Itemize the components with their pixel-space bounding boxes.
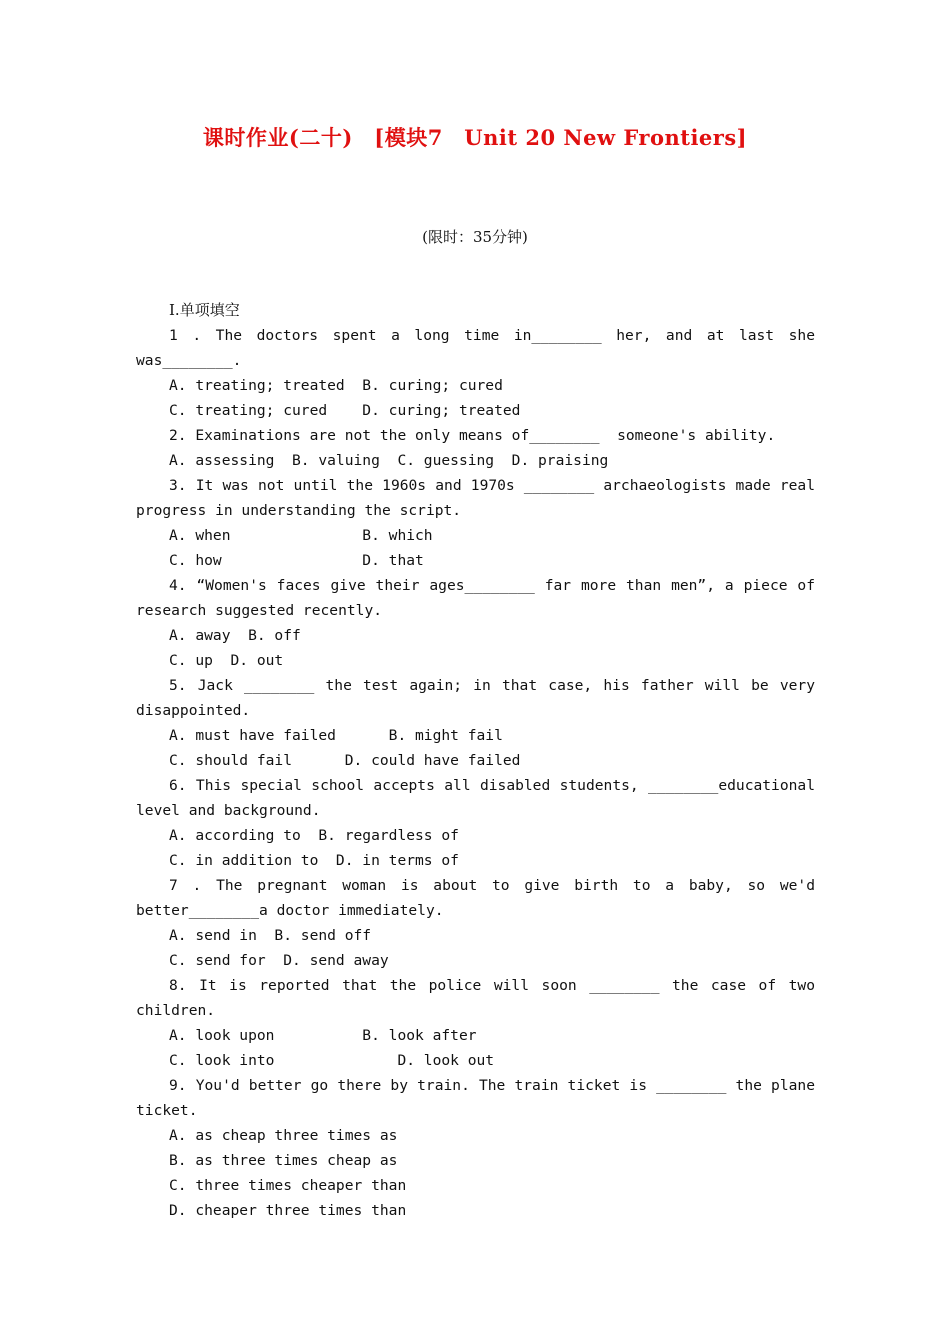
text-line: A. look upon B. look after (169, 1027, 477, 1044)
text-line: C. how D. that (169, 552, 424, 569)
text-line: C. three times cheaper than (169, 1177, 407, 1194)
text-line: A. must have failed B. might fail (169, 727, 503, 744)
text-line: 5. Jack ________ the test again; in that case, his father will be very (169, 677, 815, 694)
text-line: children. (136, 1002, 216, 1019)
text-line: C. send for D. send away (169, 952, 389, 969)
exercise-content (136, 298, 815, 1223)
text-line: A. away B. off (169, 627, 301, 644)
text-line: progress in understanding the script. (136, 502, 462, 519)
text-line: 9. You'd better go there by train. The train ticket is ________ the plane (169, 1077, 815, 1094)
text-line: ticket. (136, 1102, 198, 1119)
time-limit: (限时：35分钟) (422, 228, 528, 246)
text-line: disappointed. (136, 702, 251, 719)
text-line: C. treating; cured D. curing; treated (169, 402, 521, 419)
text-line: A. as cheap three times as (169, 1127, 398, 1144)
text-line: research suggested recently. (136, 602, 383, 619)
page-title: 课时作业(二十) [模块7 Unit 20 New Frontiers] (202, 125, 748, 150)
text-line: C. look into D. look out (169, 1052, 495, 1069)
text-line: was________. (136, 352, 242, 369)
text-line: C. up D. out (169, 652, 284, 669)
text-line: D. cheaper three times than (169, 1202, 407, 1219)
text-line: A. treating; treated B. curing; cured (169, 377, 503, 394)
text-line: A. send in B. send off (169, 927, 372, 944)
text-line: A. assessing B. valuing C. guessing D. praising (169, 452, 609, 469)
text-line: C. should fail D. could have failed (169, 752, 521, 769)
section-heading: Ⅰ.单项填空 (169, 301, 240, 319)
text-line: 3. It was not until the 1960s and 1970s ________ archaeologists made real (169, 477, 815, 494)
text-line: B. as three times cheap as (169, 1152, 398, 1169)
text-line: level and background. (136, 802, 321, 819)
text-line: 2. Examinations are not the only means of________ someone's ability. (169, 427, 776, 444)
text-line: A. according to B. regardless of (169, 827, 459, 844)
text-line: A. when B. which (169, 527, 433, 544)
text-line: 8. It is reported that the police will soon ________ the case of two (169, 977, 815, 994)
question-list (136, 323, 815, 1223)
text-line: 1 . The doctors spent a long time in________ her, and at last she (169, 327, 815, 344)
text-line: C. in addition to D. in terms of (169, 852, 459, 869)
text-line: better________a doctor immediately. (136, 902, 444, 919)
text-line: 7 . The pregnant woman is about to give birth to a baby, so we'd (169, 877, 815, 894)
text-line: 6. This special school accepts all disabled students, ________educational (169, 777, 815, 794)
text-line: 4. “Women's faces give their ages________ far more than men”, a piece of (169, 577, 815, 594)
